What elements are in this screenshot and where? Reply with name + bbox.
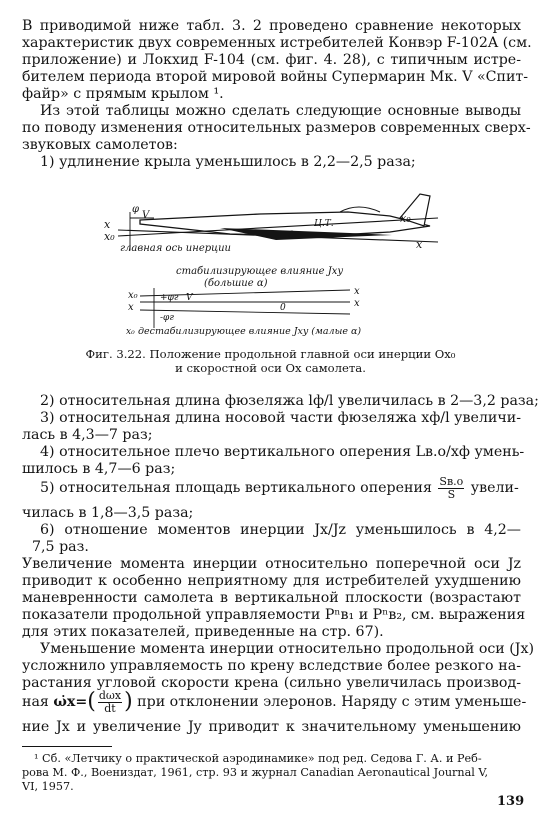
footnote-line: ¹ Сб. «Летчику о практической аэродинамике» под ред. Седова Г. А. и Реб- — [34, 752, 482, 765]
svg-text:+φг: +φг — [160, 293, 179, 303]
list-item-2: 2) относительная длина фюзеляжа lф/l увеличилась в 2—3,2 раза; — [40, 393, 539, 409]
text-line: чилась в 1,8—3,5 раза; — [22, 505, 194, 521]
destab-caption: дестабилизирующее влияние Jxy (малые α) — [138, 326, 362, 337]
footnote-rule — [22, 746, 112, 747]
text-line: характеристик двух современных истребителей Конвэр F-102A (см. — [22, 35, 532, 51]
svg-text:x: x — [354, 298, 360, 309]
text-line: приводит к особенно неприятному для истребителей ухудшению — [22, 573, 521, 589]
list-item-5: 5) относительная площадь вертикального оперения $\frac{Sв.о}{S}$ увели- — [40, 474, 519, 501]
text-line: растания угловой скорости крена (сильно увеличилась производ- — [22, 675, 521, 691]
stab-caption: стабилизирующее влияние Jxy — [176, 266, 343, 277]
svg-text:V: V — [186, 293, 193, 303]
footnote-line: рова М. Ф., Воениздат, 1961, стр. 93 и журнал Canadian Aeronautical Journal V, — [22, 766, 489, 779]
text-line: 7,5 раз. — [32, 539, 89, 555]
figure-drawing — [100, 188, 440, 346]
text-line: бителем периода второй мировой войны Супермарин Мк. V «Спит- — [22, 69, 529, 85]
svg-text:x: x — [128, 302, 134, 313]
figure-caption-cont: и скоростной оси Ox самолета. — [175, 361, 366, 375]
text-line: приложение) и Локхид F-104 (см. фиг. 4. 28), с типичным истре- — [22, 52, 521, 68]
text-line: показатели продольной управляемости Pⁿв₁ и Pⁿв₂, см. выражения — [22, 607, 526, 623]
text-line: маневренности самолета в вертикальной плоскости (возрастают — [22, 590, 521, 606]
text-line: лась в 4,3—7 раз; — [22, 427, 153, 443]
text-line: Из этой таблицы можно сделать следующие основные выводы — [40, 103, 521, 119]
svg-text:φ: φ — [132, 204, 140, 215]
svg-text:Ц.Т.: Ц.Т. — [314, 219, 334, 229]
derivative-fraction: $\frac{\text{dωx}}{dt}$ — [98, 688, 122, 715]
text-line: файр» с прямым крылом ¹. — [22, 86, 224, 102]
fraction: $\frac{Sв.о}{S}$ — [439, 474, 464, 501]
svg-text:x₀: x₀ — [400, 212, 411, 225]
text-line: шилось в 4,7—6 раз; — [22, 461, 176, 477]
figure-caption: Фиг. 3.22. Положение продольной главной оси инерции Ox₀ — [85, 347, 456, 361]
svg-text:x: x — [416, 238, 423, 251]
svg-text:0: 0 — [288, 230, 295, 241]
svg-text:-φг: -φг — [160, 313, 174, 323]
list-item-3: 3) относительная длина носовой части фюзеляжа xф/l увеличи- — [40, 410, 521, 426]
svg-text:x₀: x₀ — [104, 230, 115, 243]
formula-line: ная ω̇x=( $\frac{\text{dωx}}{dt}$ ) при отклонении элеронов. Наряду с этим уменьше- — [22, 688, 527, 715]
list-item-1: 1) удлинение крыла уменьшилось в 2,2—2,5 раза; — [40, 154, 416, 170]
svg-text:x: x — [354, 286, 360, 297]
text-line: Уменьшение момента инерции относительно продольной оси (Jx) — [40, 641, 535, 657]
text-line: ние Jx и увеличение Jy приводит к значительному уменьшению — [22, 719, 521, 735]
svg-text:x₀: x₀ — [128, 290, 138, 301]
list-item-4: 4) относительное плечо вертикального оперения Lв.о/xф умень- — [40, 444, 525, 460]
figure-inertia-axes — [100, 188, 440, 346]
svg-text:x₀: x₀ — [126, 327, 135, 337]
svg-text:V: V — [142, 210, 150, 221]
text-line: В приводимой ниже табл. 3. 2 проведено сравнение некоторых — [22, 18, 521, 34]
axis-caption: главная ось инерции — [120, 243, 232, 254]
aircraft-canopy — [340, 207, 380, 212]
svg-text:x: x — [104, 218, 111, 231]
text-line: Увеличение момента инерции относительно поперечной оси Jz — [22, 556, 521, 572]
svg-text:(большие α): (большие α) — [204, 278, 268, 289]
svg-text:0: 0 — [280, 303, 286, 313]
footnote-line: VI, 1957. — [22, 780, 74, 793]
page-number: 139 — [497, 794, 525, 809]
text-line: усложнило управляемость по крену вследствие более резкого на- — [22, 658, 521, 674]
text-line: для этих показателей, приведенные на стр. 67). — [22, 624, 384, 640]
text-line: звуковых самолетов: — [22, 137, 178, 153]
text-line: по поводу изменения относительных размеров современных сверх- — [22, 120, 531, 136]
list-item-6: 6) отношение моментов инерции Jx/Jz уменьшилось в 4,2— — [40, 522, 521, 538]
